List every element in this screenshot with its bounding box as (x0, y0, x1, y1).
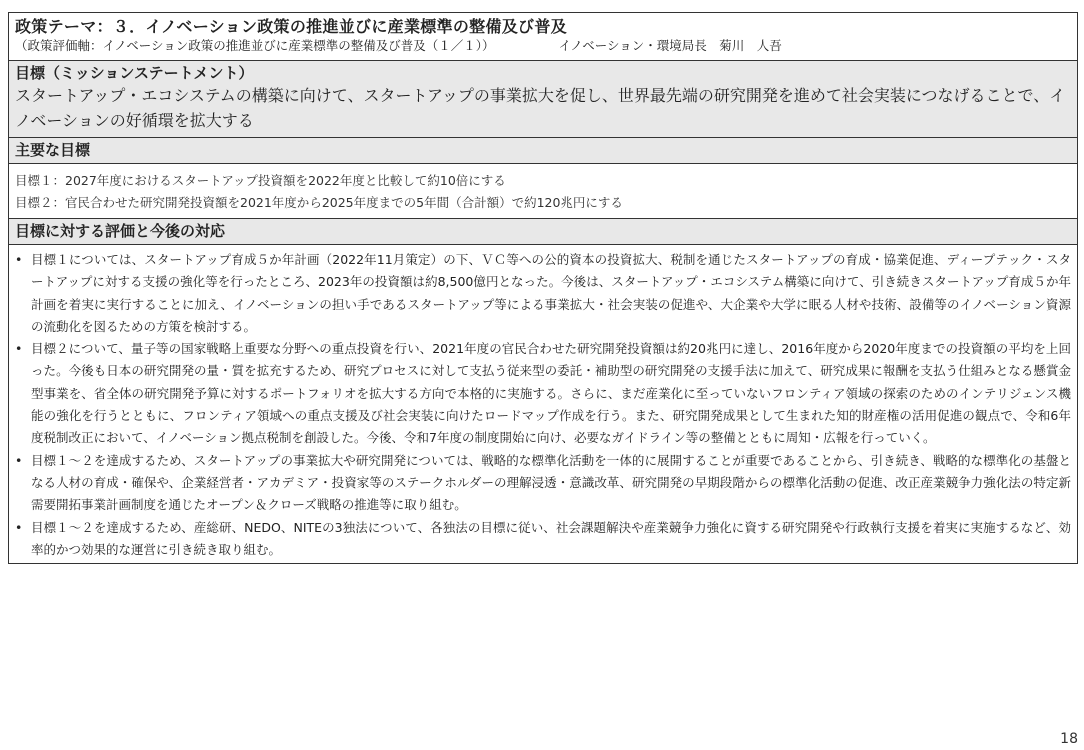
bullet-marker: • (15, 452, 23, 468)
page-number: 18 (1060, 731, 1078, 747)
responsible-officer: イノベーション・環境局長 菊川 人吾 (558, 38, 782, 53)
header-section (8, 12, 1078, 60)
bullet-marker: • (15, 341, 23, 357)
mission-heading: 目標（ミッションステートメント） (9, 61, 1077, 83)
page-title: 政策テーマ：３．イノベーション政策の推進並びに産業標準の整備及び普及 (15, 17, 567, 36)
evaluation-text: 目標１～２を達成するため、産総研、NEDO、NITEの3独法について、各独法の目標に従い、社会課題解決や産業競争力強化に資する研究開発や行政執行支援を着実に実施するなど、効率的かつ効果的な運営に引き続き取り組む。 (31, 519, 1071, 557)
policy-sheet (8, 12, 1078, 564)
evaluation-text: 目標１については、スタートアップ育成５か年計画（2022年11月策定）の下、ＶＣ等への公的資本の投資拡大、税制を通じたスタートアップの育成・協業促進、ディープテック・スタートアップに対する支援の強化等を行ったところ、2023年の投資額は約8,500億円となった。今後は、スタートアップ・エコシステム構築に向けて、引き続きスタートアップ育成５か年計画を着実に実行することに加え、イノベーションの担い手であるスタートアップ等による事業拡大・社会実装の促進や、大企業や大学に眠る人材や技術、設備等のイノベーション資源の流動化を図るための方策を検討する。 (31, 252, 1071, 334)
evaluation-text: 目標２について、量子等の国家戦略上重要な分野への重点投資を行い、2021年度の官民合わせた研究開発投資額は約20兆円に達し、2016年度から2020年度までの投資額の平均を上回った。今後も日本の研究開発の量・質を拡充するため、研究プロセスに対して支払う従来型の委託・補助型の研究開発の支援手法に加えて、研究成果に報酬を支払う仕組みとなる懸賞金型事業を、省全体の研究開発予算に対するポートフォリオを拡大する方向で本格的に実施する。さらに、まだ産業化に至っていないフロンティア領域の探索のためのインテリジェンス機能の強化を行うとともに、フロンティア領域への重点支援及び社会実装に向けたロードマップ作成を行う。また、研究開発成果として生まれた知的財産権の活用促進の観点で、令和6年度税制改正において、イノベーション拠点税制を創設した。今後、令和7年度の制度開始に向け、必要なガイドライン等の整備とともに周知・広報を行っていく。 (31, 341, 1071, 446)
bullet-marker: • (15, 519, 23, 535)
mission-text: スタートアップ・エコシステムの構築に向けて、スタートアップの事業拡大を促し、世界最先端の研究開発を進めて社会実装につなげることで、イノベーションの好循環を拡大する (9, 83, 1077, 137)
mission-section (8, 60, 1078, 137)
evaluation-item-4 (15, 517, 1071, 562)
bullet-marker: • (15, 252, 23, 267)
policy-axis: （政策評価軸：イノベーション政策の推進並びに産業標準の整備及び普及（１／１）） (15, 38, 495, 53)
evaluation-text: 目標１～２を達成するため、スタートアップの事業拡大や研究開発については、戦略的な標準化活動を一体的に展開することが重要であることから、引き続き、戦略的な標準化の基盤となる人材の育成・確保や、企業経営者・アカデミア・投資家等のステークホルダーの理解浸透・意識改革、研究開発の早期段階からの標準化活動の促進、改正産業競争力強化法の特定新需要開拓事業計画制度を通じたオープン＆クローズ戦略の推進等に取り組む。 (31, 452, 1071, 513)
evaluation-item-2 (15, 338, 1071, 449)
main-goals-heading: 主要な目標 (8, 137, 1078, 163)
evaluation-list (8, 244, 1078, 564)
evaluation-heading: 目標に対する評価と今後の対応 (8, 218, 1078, 244)
evaluation-item-1 (15, 249, 1071, 338)
goal-item-1: 目標１：2027年度におけるスタートアップ投資額を2022年度と比較して約10倍にする (15, 173, 506, 188)
evaluation-item-3 (15, 450, 1071, 517)
main-goals-list (8, 163, 1078, 218)
header-subrow (15, 37, 1071, 55)
goal-item-2: 目標２：官民合わせた研究開発投資額を2021年度から2025年度までの5年間（合計額）で約120兆円にする (15, 195, 623, 210)
